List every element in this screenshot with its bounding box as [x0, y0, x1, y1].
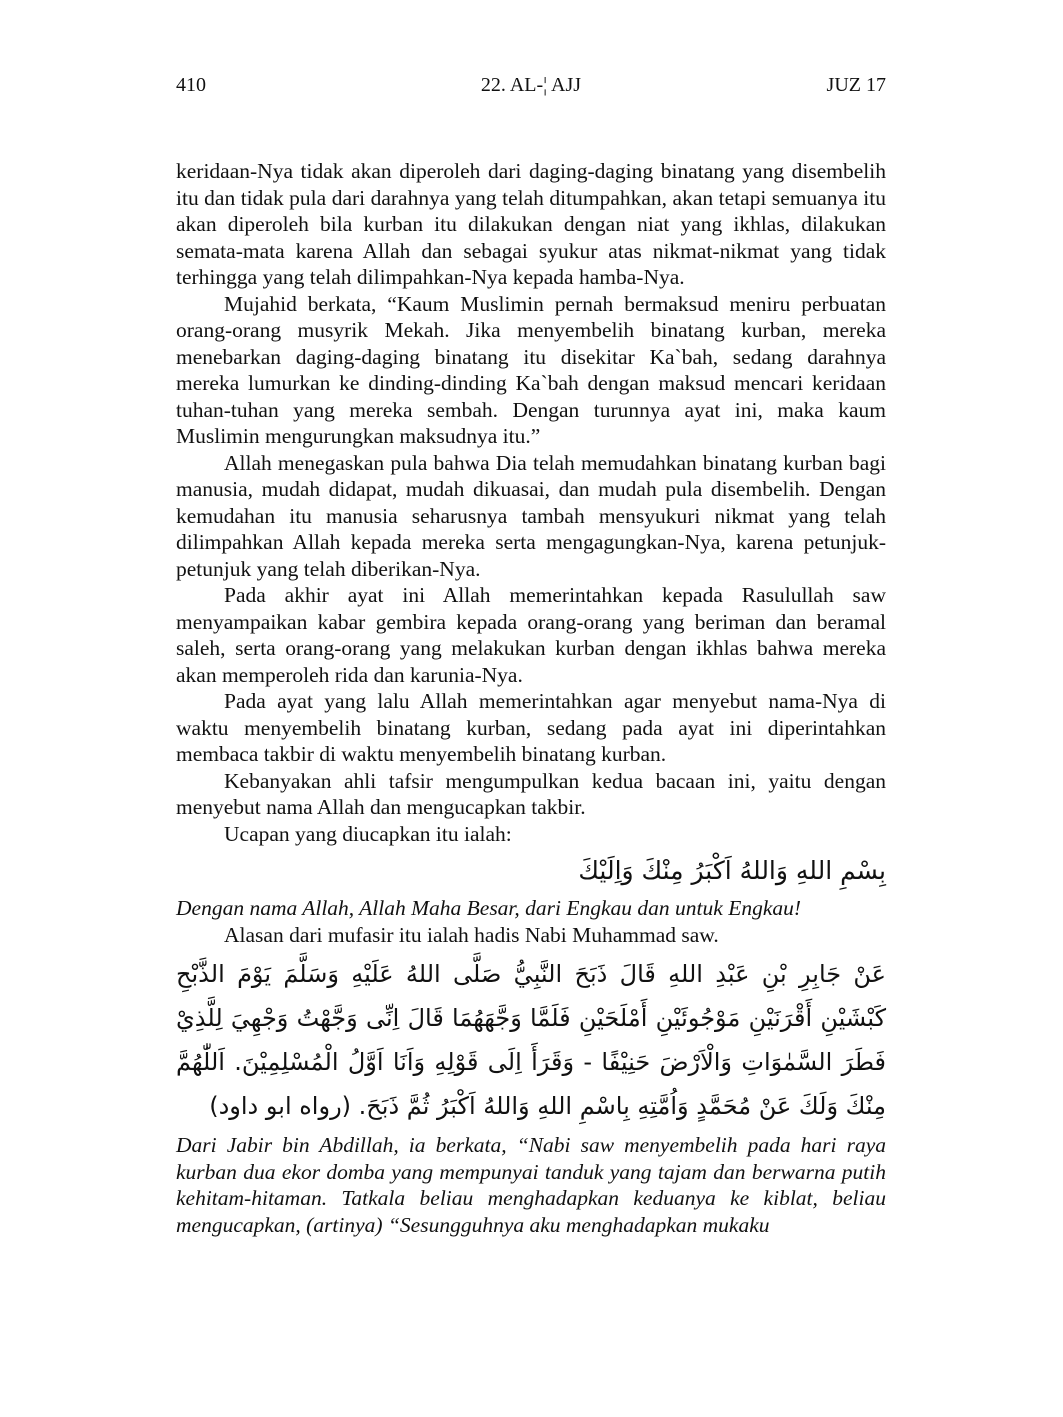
paragraph-4: Pada akhir ayat ini Allah memerintahkan kepada Rasulullah saw menyampaikan kabar gembira kepada orang-orang yang beriman dan beramal saleh, serta orang-orang yang melakukan kurban dengan ikhlas bahwa mereka akan memperoleh rida dan karunia-Nya. [176, 583, 886, 687]
paragraph-1: keridaan-Nya tidak akan diperoleh dari daging-daging binatang yang disembelih itu dan tidak pula dari darahnya yang telah ditumpahkan, akan tetapi semuanya itu akan diperoleh bila kurban itu dilakukan dengan niat yang ikhlas, dilakukan semata-mata karena Allah dan sebagai syukur atas nikmat-nikmat yang tidak terhingga yang telah dilimpahkan-Nya kepada hamba-Nya. [176, 159, 886, 289]
paragraph-5: Pada ayat yang lalu Allah memerintahkan agar menyebut nama-Nya di waktu menyembelih binatang kurban, sedang pada ayat ini diperintahkan membaca takbir di waktu menyembelih binatang kurban. [176, 689, 886, 766]
hadith-arabic-text: عَنْ جَابِرِ بْنِ عَبْدِ اللهِ قَالَ ذَبَحَ النَّبِيُّ صَلَّى اللهُ عَلَيْهِ وَسَلَّمَ يَوْمَ الذَّبْحِ كَبْشَيْنِ أَقْرَنَيْنِ مَوْجُوئَيْنِ أَمْلَحَيْنِ فَلَمَّا وَجَّهَهُمَا قَالَ اِنِّى وَجَّهْتُ وَجْهِيَ لِلَّذِيْ فَطَرَ السَّمٰوَاتِ وَالْاَرْضَ حَنِيْفًا - وَقَرَأَ اِلَى قَوْلِهِ وَاَنَا اَوَّلُ الْمُسْلِمِيْنَ. اَللّٰهُمَّ مِنْكَ وَلَكَ عَنْ مُحَمَّدٍ وَاُمَّتِهِ بِاسْمِ اللهِ وَاللهُ اَكْبَرُ ثُمَّ ذَبَحَ. (رواه ابو داود) [176, 960, 886, 1120]
page-header [176, 74, 886, 104]
arabic-takbir-phrase: بِسْمِ اللهِ وَاللهُ اَكْبَرُ مِنْكَ وَاِلَيْكَ [578, 856, 886, 885]
chapter-title: 22. AL-¦ AJJ [480, 74, 582, 96]
phrase-translation: Dengan nama Allah, Allah Maha Besar, dari Engkau dan untuk Engkau! [176, 896, 802, 920]
paragraph-2: Mujahid berkata, “Kaum Muslimin pernah bermaksud meniru perbuatan orang-orang musyrik Mekah. Jika menyembelih binatang kurban, mereka menebarkan daging-daging binatang itu disekitar Ka`bah, sedang darahnya mereka lumurkan ke dinding-dinding Ka`bah dengan maksud mencari keridaan tuhan-tuhan yang mereka sembah. Dengan turunnya ayat ini, maka kaum Muslimin mengurungkan maksudnya itu.” [176, 291, 886, 448]
hadith-translation: Dari Jabir bin Abdillah, ia berkata, “Nabi saw menyembelih pada hari raya kurban dua ekor domba yang mempunyai tanduk yang tajam dan berwarna putih kehitam-hitaman. Tatkala beliau menghadapkan keduanya ke kiblat, beliau mengucapkan, (artinya) “Sesungguhnya aku menghadapkan mukaku [176, 1133, 886, 1237]
page-number: 410 [176, 74, 206, 96]
hadith-intro: Alasan dari mufasir itu ialah hadis Nabi Muhammad saw. [224, 922, 719, 947]
paragraph-3: Allah menegaskan pula bahwa Dia telah memudahkan binatang kurban bagi manusia, mudah didapat, mudah dikuasai, dan mudah pula disembelih. Dengan kemudahan itu manusia seharusnya tambah mensyukuri nikmat yang telah dilimpahkan Allah kepada mereka serta mengagungkan-Nya, karena petunjuk-petunjuk yang telah diberikan-Nya. [176, 450, 886, 581]
paragraph-6: Kebanyakan ahli tafsir mengumpulkan kedua bacaan ini, yaitu dengan menyebut nama Allah dan mengucapkan takbir. [176, 768, 886, 819]
paragraph-7: Ucapan yang diucapkan itu ialah: [224, 821, 512, 846]
juz-label: JUZ 17 [826, 74, 886, 96]
page-body [176, 158, 886, 1238]
